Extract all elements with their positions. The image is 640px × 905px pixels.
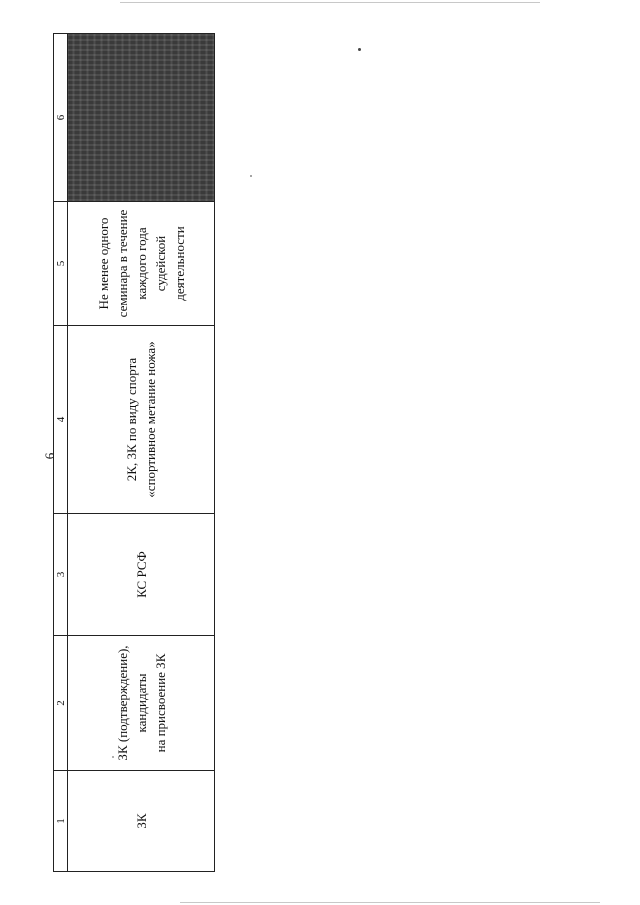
- candidates-line-3: на присвоение ЗК: [152, 653, 168, 753]
- column-number-6: 6: [54, 34, 68, 202]
- frequency-line-2: семинара в течение: [114, 209, 130, 318]
- column-number-5: 5: [54, 202, 68, 326]
- candidates-line-1: ЗК (подтверждение),: [114, 645, 130, 761]
- qualification-table: [53, 33, 215, 872]
- rotated-table: [53, 34, 215, 872]
- organizer-text: КС РСФ: [133, 551, 149, 598]
- column-number-2: 2: [54, 636, 68, 771]
- page-number: 6: [42, 452, 57, 460]
- frequency-line-1: Не менее одного: [95, 217, 111, 310]
- column-number-3: 3: [54, 514, 68, 636]
- scan-edge-top: [120, 2, 540, 3]
- scan-speck: [250, 175, 252, 177]
- cell-redacted: [68, 34, 215, 202]
- cell-frequency: [68, 202, 215, 326]
- candidates-line-2: кандидаты: [133, 673, 149, 733]
- cell-organizer: [68, 514, 215, 636]
- cell-candidates: [68, 636, 215, 771]
- cell-category: [68, 771, 215, 872]
- cell-lecturers: [68, 326, 215, 514]
- scan-speck: [112, 756, 114, 758]
- frequency-line-4: судейской: [152, 235, 168, 292]
- category-text: ЗК: [133, 813, 149, 829]
- frequency-line-3: каждого года: [133, 227, 149, 300]
- column-number-4: 4: [54, 326, 68, 514]
- redacted-text: [139, 34, 143, 201]
- scan-speck: [358, 48, 361, 51]
- lecturers-line-1: 2К, 3К по виду спорта: [124, 357, 139, 482]
- frequency-line-5: деятельности: [171, 226, 187, 301]
- column-number-row: [54, 34, 68, 872]
- table-row: [68, 34, 215, 872]
- column-number-1: 1: [54, 771, 68, 872]
- lecturers-line-2: «спортивное метание ножа»: [143, 341, 158, 498]
- scan-edge-bottom: [180, 902, 600, 903]
